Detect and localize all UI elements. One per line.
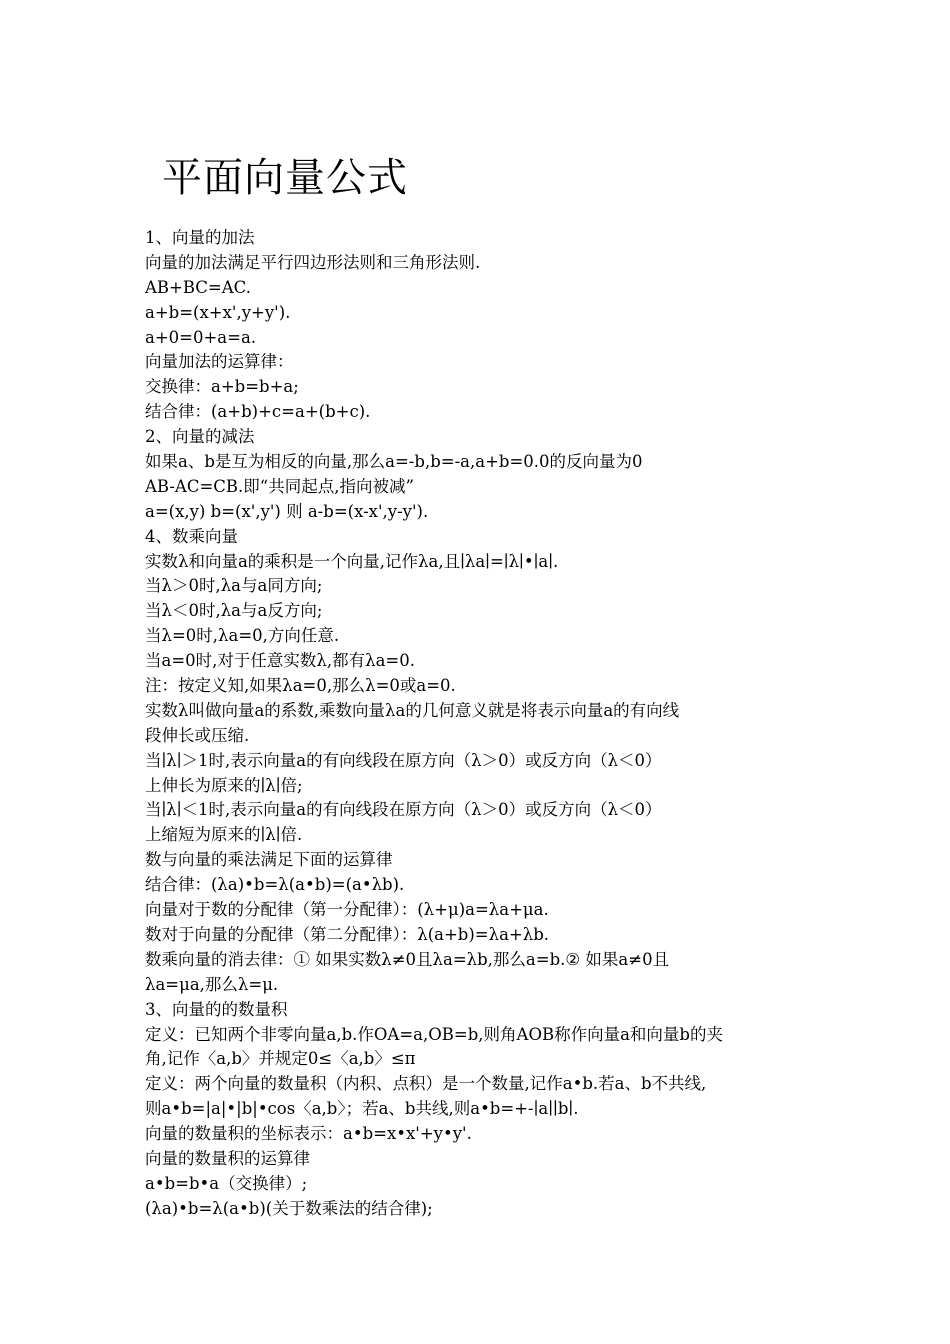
text-line: a+b=(x+x',y+y'). [145, 302, 291, 322]
text-line: 1、向量的加法 [145, 228, 255, 247]
text-line: 结合律：(a+b)+c=a+(b+c). [145, 402, 371, 422]
text-line: 数对于向量的分配律（第二分配律）：λ(a+b)=λa+λb. [145, 924, 550, 944]
text-line: 数与向量的乘法满足下面的运算律 [145, 850, 393, 870]
document-title: 平面向量公式 [162, 155, 408, 201]
text-line: 3、向量的的数量积 [145, 999, 288, 1019]
text-line: 当∣λ∣＞1时,表示向量a的有向线段在原方向（λ＞0）或反方向（λ＜0） [145, 750, 662, 770]
text-line: 交换律：a+b=b+a; [145, 377, 299, 397]
text-line: a•b=b•a（交换律）; [145, 1173, 308, 1193]
text-line: 结合律：(λa)•b=λ(a•b)=(a•λb). [145, 875, 405, 895]
text-line: 定义：已知两个非零向量a,b.作OA=a,OB=b,则角AOB称作向量a和向量b的夹 [145, 1024, 723, 1044]
text-line: 向量加法的运算律： [145, 352, 294, 372]
text-line: 当λ＞0时,λa与a同方向; [145, 576, 323, 596]
text-line: 定义：两个向量的数量积（内积、点积）是一个数量,记作a•b.若a、b不共线, [145, 1074, 707, 1094]
text-line: 4、数乘向量 [145, 526, 238, 546]
text-line: 数乘向量的消去律：① 如果实数λ≠0且λa=λb,那么a=b.② 如果a≠0且 [145, 949, 670, 969]
text-line: 2、向量的减法 [145, 427, 255, 447]
text-line: 当λ=0时,λa=0,方向任意. [145, 626, 340, 646]
text-line: AB-AC=CB.即“共同起点,指向被减” [145, 476, 414, 496]
text-line: 实数λ叫做向量a的系数,乘数向量λa的几何意义就是将表示向量a的有向线 [145, 700, 680, 720]
document-body [145, 226, 815, 1222]
text-line: 向量对于数的分配律（第一分配律）：(λ+μ)a=λa+μa. [145, 900, 549, 920]
text-line: AB+BC=AC. [145, 277, 251, 297]
text-line: 当a=0时,对于任意实数λ,都有λa=0. [145, 651, 415, 671]
text-line: 当∣λ∣＜1时,表示向量a的有向线段在原方向（λ＞0）或反方向（λ＜0） [145, 800, 662, 820]
text-line: a+0=0+a=a. [145, 327, 257, 347]
text-line: 注：按定义知,如果λa=0,那么λ=0或a=0. [145, 676, 456, 696]
text-line: 如果a、b是互为相反的向量,那么a=-b,b=-a,a+b=0.0的反向量为0 [145, 452, 643, 472]
text-line: 当λ＜0时,λa与a反方向; [145, 601, 323, 621]
text-line: a=(x,y) b=(x',y') 则 a-b=(x-x',y-y'). [145, 501, 429, 521]
text-line: 上伸长为原来的∣λ∣倍; [145, 775, 303, 795]
text-line: 向量的加法满足平行四边形法则和三角形法则. [145, 252, 481, 272]
text-line: 向量的数量积的运算律 [145, 1148, 310, 1168]
text-line: 段伸长或压缩. [145, 725, 250, 745]
text-line: 角,记作〈a,b〉并规定0≤〈a,b〉≤π [145, 1049, 416, 1069]
text-line: 向量的数量积的坐标表示：a•b=x•x'+y•y'. [145, 1124, 472, 1144]
text-line: 上缩短为原来的∣λ∣倍. [145, 825, 303, 845]
text-line: 则a•b=|a|•|b|•cos〈a,b〉；若a、b共线,则a•b=+-∣a∣∣b∣. [145, 1099, 579, 1119]
text-line: (λa)•b=λ(a•b)(关于数乘法的结合律); [145, 1198, 433, 1218]
text-line: 实数λ和向量a的乘积是一个向量,记作λa,且∣λa∣=∣λ∣•∣a∣. [145, 551, 559, 571]
text-line: λa=μa,那么λ=μ. [145, 974, 279, 994]
